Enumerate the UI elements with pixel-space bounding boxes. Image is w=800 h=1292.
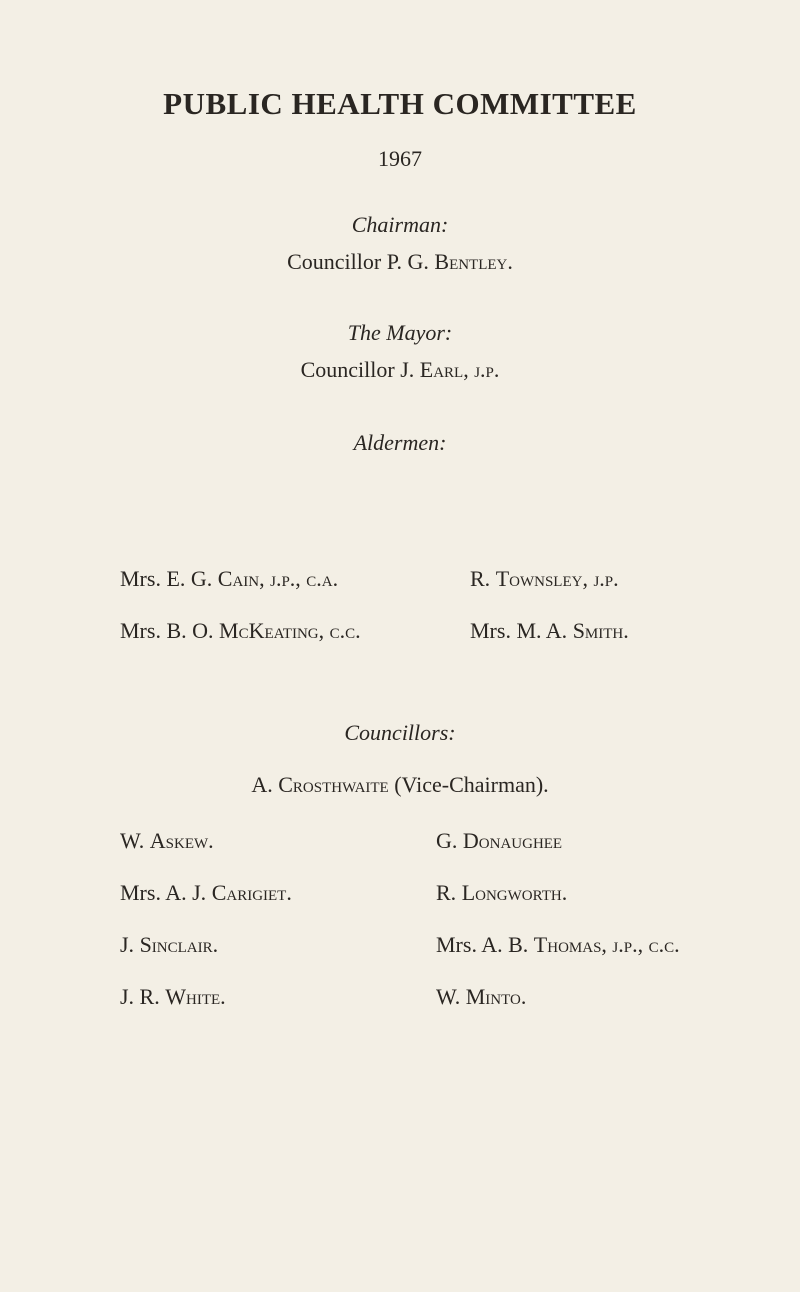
surname: Longworth. — [461, 880, 568, 905]
name-prefix: Mrs. M. A. — [470, 618, 573, 643]
surname: Earl, j.p. — [419, 357, 500, 382]
mayor-name — [0, 357, 800, 383]
name-prefix: R. — [470, 566, 496, 591]
name-prefix: G. — [436, 828, 463, 853]
mayor-heading: The Mayor: — [347, 320, 453, 345]
name-prefix: Mrs. B. O. — [120, 618, 220, 643]
alderman-entry — [470, 566, 619, 592]
alderman-entry — [470, 618, 629, 644]
name-prefix: A. — [251, 772, 279, 797]
year: 1967 — [378, 146, 422, 171]
chairman-heading: Chairman: — [351, 212, 449, 237]
councillor-entry — [120, 828, 214, 854]
name-prefix: Mrs. A. J. — [120, 880, 212, 905]
councillor-entry — [436, 880, 567, 906]
name-prefix: Mrs. E. G. — [120, 566, 218, 591]
surname: Askew. — [149, 828, 214, 853]
surname: Sinclair. — [139, 932, 219, 957]
councillors-heading: Councillors: — [344, 720, 456, 745]
councillor-entry — [436, 828, 562, 854]
councillor-entry — [436, 932, 680, 958]
name-prefix: W. — [120, 828, 150, 853]
name-prefix: J. R. — [120, 984, 166, 1009]
surname: Bentley. — [434, 249, 513, 274]
surname: Crosthwaite — [278, 772, 389, 797]
chairman-name — [0, 249, 800, 275]
surname: Carigiet. — [211, 880, 292, 905]
surname: White. — [165, 984, 226, 1009]
surname: Smith. — [572, 618, 629, 643]
alderman-entry — [120, 566, 338, 592]
surname: Cain, j.p., c.a. — [217, 566, 339, 591]
name-prefix: R. — [436, 880, 462, 905]
name-prefix: Mrs. A. B. — [436, 932, 534, 957]
alderman-entry — [120, 618, 361, 644]
page-title: PUBLIC HEALTH COMMITTEE — [163, 86, 637, 121]
vice-chairman-entry — [0, 772, 800, 798]
surname: Donaughee — [462, 828, 563, 853]
councillor-entry — [436, 984, 526, 1010]
name-prefix: Councillor J. — [300, 357, 420, 382]
surname: Townsley, j.p. — [495, 566, 619, 591]
name-prefix: W. — [436, 984, 466, 1009]
surname: Minto. — [465, 984, 527, 1009]
surname: Thomas, j.p., c.c. — [533, 932, 680, 957]
surname: McKeating, c.c. — [219, 618, 361, 643]
councillor-entry — [120, 932, 218, 958]
role-suffix: (Vice-Chairman). — [388, 772, 549, 797]
aldermen-heading: Aldermen: — [353, 430, 447, 455]
name-prefix: J. — [120, 932, 140, 957]
name-prefix: Councillor P. G. — [287, 249, 435, 274]
councillor-entry — [120, 880, 292, 906]
councillor-entry — [120, 984, 226, 1010]
